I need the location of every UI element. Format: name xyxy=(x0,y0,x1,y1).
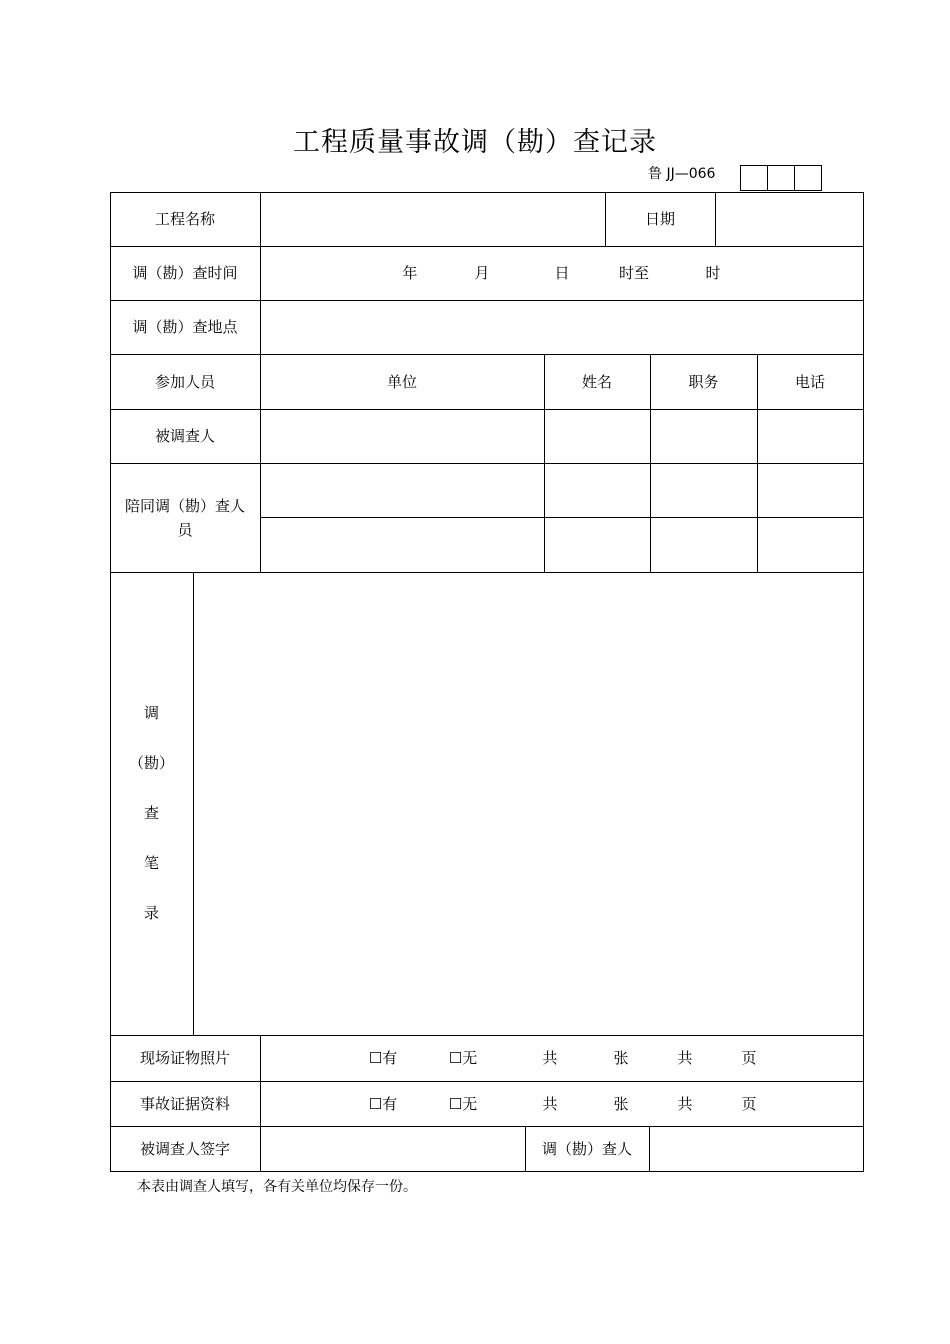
evidence-no-checkbox[interactable]: ☐无 xyxy=(448,1094,478,1113)
notes-label-char: 查 xyxy=(143,804,159,822)
surveyed-person-label: 被调查人 xyxy=(154,427,215,445)
form-code-boxes xyxy=(740,165,822,191)
hour-to-unit: 时 xyxy=(705,264,721,282)
notes-label-char: 调 xyxy=(143,704,159,722)
year-unit: 年 xyxy=(402,264,418,282)
investigator-field[interactable] xyxy=(650,1127,863,1171)
surveyed-unit-field[interactable] xyxy=(261,410,544,463)
day-unit: 日 xyxy=(554,264,570,282)
survey-time-label: 调（勘）查时间 xyxy=(132,264,238,282)
notes-label-char: （勘） xyxy=(128,754,174,772)
accompany-name-field-2[interactable] xyxy=(545,518,650,572)
evidence-total-label: 共 xyxy=(542,1094,558,1113)
column-header-name: 姓名 xyxy=(581,372,612,391)
column-header-position: 职务 xyxy=(688,372,719,391)
photos-yes-checkbox[interactable]: ☐有 xyxy=(368,1049,398,1067)
date-field[interactable] xyxy=(716,193,863,246)
accompany-phone-field-2[interactable] xyxy=(758,518,863,572)
photos-pages-unit: 页 xyxy=(741,1049,757,1067)
participants-label: 参加人员 xyxy=(154,372,215,391)
accompany-phone-field-1[interactable] xyxy=(758,464,863,517)
surveyed-position-field[interactable] xyxy=(651,410,757,463)
project-name-field[interactable] xyxy=(261,193,605,246)
surveyed-phone-field[interactable] xyxy=(758,410,863,463)
evidence-yes-checkbox[interactable]: ☐有 xyxy=(368,1094,398,1113)
form-code-box[interactable] xyxy=(767,165,795,191)
accompany-name-field-1[interactable] xyxy=(545,464,650,517)
form-code-box[interactable] xyxy=(794,165,822,191)
column-header-unit: 单位 xyxy=(386,372,417,391)
grid-line xyxy=(110,1171,864,1172)
accompany-unit-field-1[interactable] xyxy=(261,464,544,517)
survey-notes-field[interactable] xyxy=(194,573,863,1035)
date-label: 日期 xyxy=(644,210,675,228)
grid-line xyxy=(863,192,864,1172)
accompany-position-field-1[interactable] xyxy=(651,464,757,517)
month-unit: 月 xyxy=(474,264,490,282)
photos-no-checkbox[interactable]: ☐无 xyxy=(448,1049,478,1067)
photos-label: 现场证物照片 xyxy=(139,1049,230,1067)
evidence-label: 事故证据资料 xyxy=(139,1094,230,1113)
project-name-label: 工程名称 xyxy=(154,210,215,228)
footer-note: 本表由调查人填写，各有关单位均保存一份。 xyxy=(137,1179,417,1195)
photos-sheets-unit: 张 xyxy=(613,1049,629,1067)
signature-label: 被调查人签字 xyxy=(139,1139,230,1158)
signature-field[interactable] xyxy=(261,1127,525,1171)
evidence-sheets-unit: 张 xyxy=(613,1094,629,1113)
form-code-box[interactable] xyxy=(740,165,768,191)
photos-total-label: 共 xyxy=(542,1049,558,1067)
survey-location-field[interactable] xyxy=(261,301,863,354)
survey-location-label: 调（勘）查地点 xyxy=(132,318,238,336)
form-code: 鲁 JJ—066 xyxy=(648,166,716,182)
accompany-unit-field-2[interactable] xyxy=(261,518,544,572)
notes-label-char: 录 xyxy=(143,904,159,922)
surveyed-name-field[interactable] xyxy=(545,410,650,463)
page-title: 工程质量事故调（勘）查记录 xyxy=(293,127,657,158)
accompany-position-field-2[interactable] xyxy=(651,518,757,572)
evidence-pages-unit: 页 xyxy=(741,1094,757,1113)
accompany-label: 陪同调（勘）查人员 xyxy=(124,496,245,539)
investigator-label: 调（勘）查人 xyxy=(541,1139,632,1158)
evidence-total-pages-label: 共 xyxy=(677,1094,693,1113)
column-header-phone: 电话 xyxy=(794,372,825,391)
photos-total-pages-label: 共 xyxy=(677,1049,693,1067)
notes-label-char: 笔 xyxy=(143,854,159,872)
survey-notes-label xyxy=(110,690,193,940)
hour-from-unit: 时至 xyxy=(618,264,649,282)
